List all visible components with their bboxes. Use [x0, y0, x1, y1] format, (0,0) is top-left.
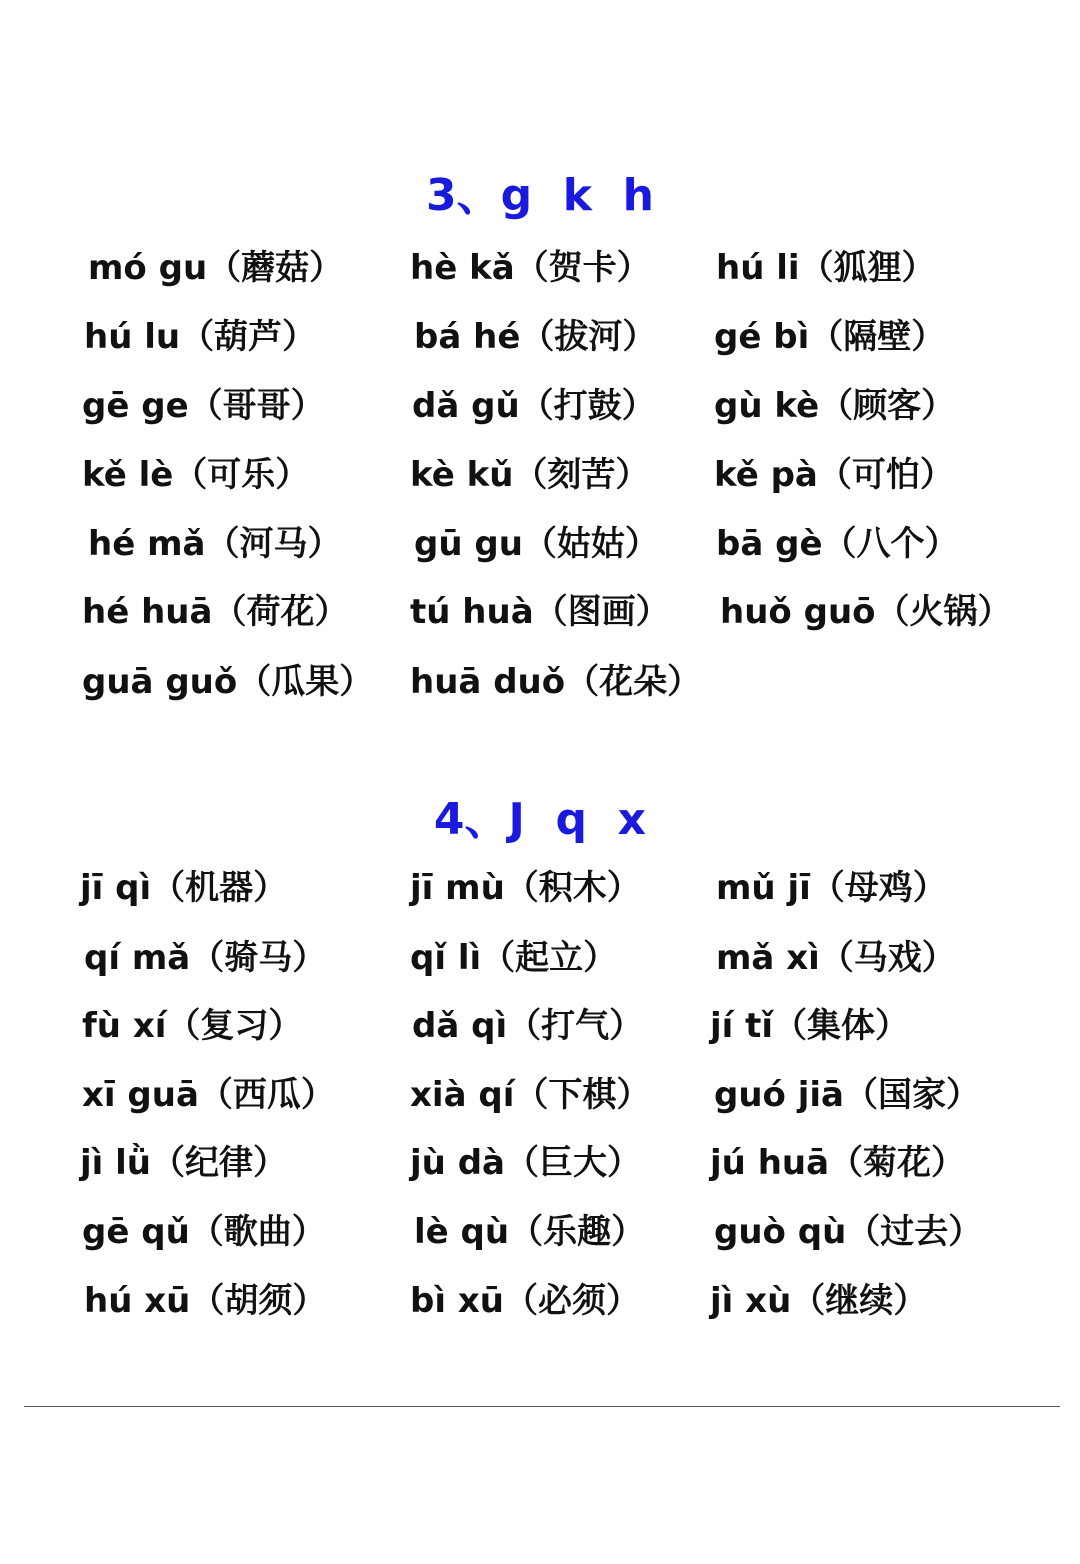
word-item: qǐ lì（起立）	[410, 938, 618, 978]
word-item: mǎ xì（马戏）	[716, 938, 956, 978]
word-item: xī guā（西瓜）	[82, 1075, 335, 1115]
word-item: qí mǎ（骑马）	[84, 938, 327, 978]
word-item: huǒ guō（火锅）	[720, 592, 1012, 632]
word-item: jù dà（巨大）	[410, 1143, 641, 1183]
word-item: bì xū（必须）	[410, 1281, 640, 1321]
word-item: gù kè（顾客）	[714, 386, 956, 426]
word-item: hú xū（胡须）	[84, 1281, 327, 1321]
word-item: guā guǒ（瓜果）	[82, 662, 374, 702]
word-item: hè kǎ（贺卡）	[410, 248, 651, 288]
word-item: dǎ qì（打气）	[412, 1006, 644, 1046]
word-item: gē ge（哥哥）	[82, 386, 325, 426]
word-item: bá hé（拔河）	[414, 317, 657, 357]
word-item: mó gu（蘑菇）	[88, 248, 344, 288]
word-item: lè qù（乐趣）	[414, 1212, 646, 1252]
word-item: hé mǎ（河马）	[88, 524, 342, 564]
word-item: tú huà（图画）	[410, 592, 670, 632]
word-item: guò qù（过去）	[714, 1212, 983, 1252]
word-item: xià qí（下棋）	[410, 1075, 651, 1115]
word-item: mǔ jī（母鸡）	[716, 868, 947, 908]
word-item: gū gu（姑姑）	[414, 524, 659, 564]
word-item: hú lu（葫芦）	[84, 317, 317, 357]
section-title-jqx: 4、J q x	[433, 794, 647, 845]
word-item: kě lè（可乐）	[82, 455, 310, 495]
word-item: fù xí（复习）	[82, 1006, 303, 1046]
word-item: dǎ gǔ（打鼓）	[412, 386, 656, 426]
word-item: hú li（狐狸）	[716, 248, 936, 288]
word-item: kè kǔ（刻苦）	[410, 455, 650, 495]
word-item: jì xù（继续）	[710, 1281, 928, 1321]
word-item: hé huā（荷花）	[82, 592, 349, 632]
word-item: kě pà（可怕）	[714, 455, 954, 495]
word-item: jì lǜ（纪律）	[80, 1143, 288, 1183]
word-item: bā gè（八个）	[716, 524, 959, 564]
word-item: gé bì（隔壁）	[714, 317, 946, 357]
word-item: gē qǔ（歌曲）	[82, 1212, 326, 1252]
word-item: jī mù（积木）	[410, 868, 641, 908]
word-item: jí tǐ（集体）	[710, 1006, 910, 1046]
word-item: jī qì（机器）	[80, 868, 288, 908]
word-item: guó jiā（国家）	[714, 1075, 980, 1115]
word-item: huā duǒ（花朵）	[410, 662, 702, 702]
section-title-gkh: 3、g k h	[426, 170, 654, 221]
word-item: jú huā（菊花）	[710, 1143, 966, 1183]
bottom-divider	[24, 1406, 1060, 1407]
